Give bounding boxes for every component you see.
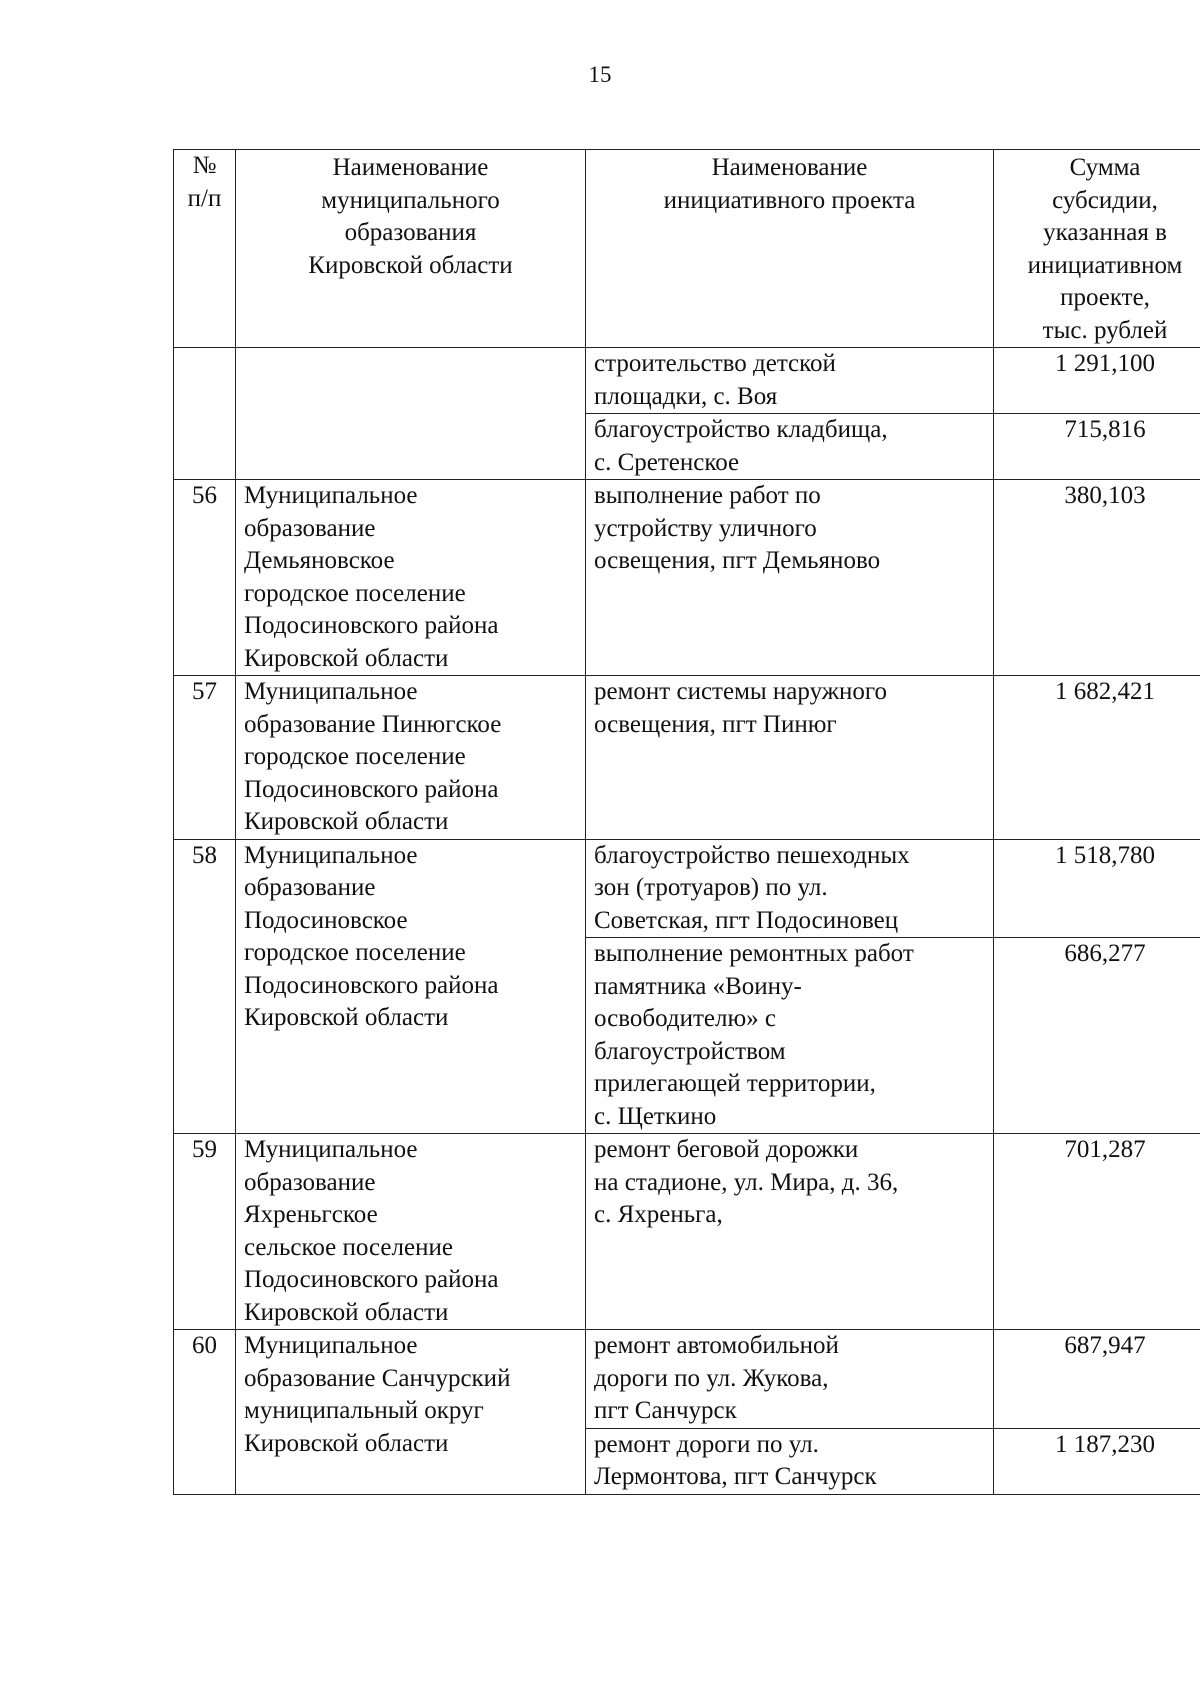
cell-municipality: Муниципальное образование Демьяновское городское поселение Подосиновского района Кировской области: [236, 480, 586, 676]
subsidy-table: [173, 149, 1200, 1495]
cell-num: 58: [174, 839, 236, 1134]
cell-municipality: Муниципальное образование Подосиновское городское поселение Подосиновского района Кировской области: [236, 839, 586, 1134]
cell-sum: 1 682,421: [994, 676, 1200, 840]
cell-project: благоустройство пешеходных зон (тротуаров) по ул. Советская, пгт Подосиновец: [586, 839, 994, 938]
page-number: 15: [588, 62, 612, 87]
cell-municipality: Муниципальное образование Санчурский муниципальный округ Кировской области: [236, 1330, 586, 1495]
cell-project: строительство детской площадки, с. Воя: [586, 348, 994, 414]
cell-municipality: Муниципальное образование Яхреньгское сельское поселение Подосиновского района Кировской области: [236, 1134, 586, 1330]
cell-num: 60: [174, 1330, 236, 1495]
cell-project: выполнение работ по устройству уличного освещения, пгт Демьяново: [586, 480, 994, 676]
cell-municipality: Муниципальное образование Пинюгское городское поселение Подосиновского района Кировской области: [236, 676, 586, 840]
cell-num: 56: [174, 480, 236, 676]
cell-project: ремонт системы наружного освещения, пгт Пинюг: [586, 676, 994, 840]
cell-project: ремонт беговой дорожки на стадионе, ул. Мира, д. 36, с. Яхреньга,: [586, 1134, 994, 1330]
cell-municipality: [236, 348, 586, 480]
table-row: [174, 839, 1200, 938]
cell-sum: 1 187,230: [994, 1428, 1200, 1494]
cell-project: благоустройство кладбища, с. Сретенское: [586, 414, 994, 480]
table-row: [174, 480, 1200, 676]
cell-sum: 701,287: [994, 1134, 1200, 1330]
cell-sum: 715,816: [994, 414, 1200, 480]
table-row: [174, 1134, 1200, 1330]
cell-sum: 686,277: [994, 938, 1200, 1134]
cell-sum: 1 291,100: [994, 348, 1200, 414]
header-sum: Сумма субсидии, указанная в инициативном проекте, тыс. рублей: [994, 150, 1200, 348]
cell-sum: 380,103: [994, 480, 1200, 676]
cell-sum: 1 518,780: [994, 839, 1200, 938]
cell-num: 57: [174, 676, 236, 840]
cell-project: выполнение ремонтных работ памятника «Воину- освободителю» с благоустройством прилегающей территории, с. Щеткино: [586, 938, 994, 1134]
cell-project: ремонт дороги по ул. Лермонтова, пгт Санчурск: [586, 1428, 994, 1494]
header-project: Наименование инициативного проекта: [586, 150, 994, 348]
cell-project: ремонт автомобильной дороги по ул. Жукова, пгт Санчурск: [586, 1330, 994, 1429]
header-municipality: Наименование муниципального образования Кировской области: [236, 150, 586, 348]
table-row: [174, 348, 1200, 414]
table-row: [174, 676, 1200, 840]
cell-num: 59: [174, 1134, 236, 1330]
header-num: № п/п: [174, 150, 236, 348]
cell-num: [174, 348, 236, 480]
cell-sum: 687,947: [994, 1330, 1200, 1429]
table-row: [174, 1330, 1200, 1429]
table-header-row: [174, 150, 1200, 348]
